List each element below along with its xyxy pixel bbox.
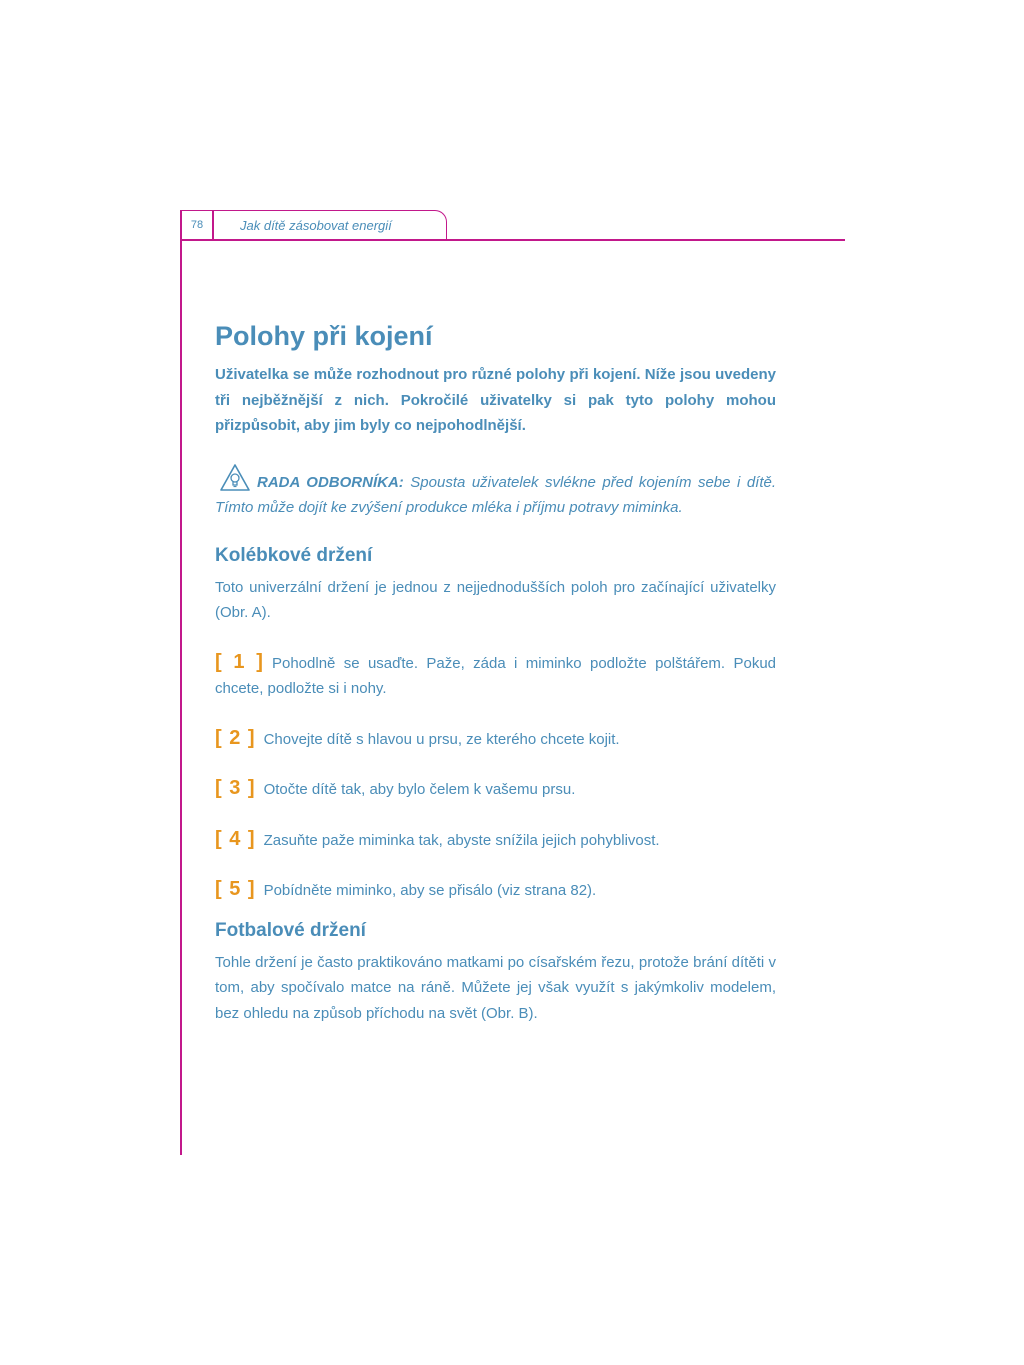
header-tab-divider xyxy=(212,211,214,239)
intro-paragraph: Uživatelka se může rozhodnout pro různé polohy při kojení. Níže jsou uvedeny tři nejběžnější z nich. Pokročilé uživatelky si pak tyto polohy mohou přizpůsobit, aby jim byly co nejpohodlnější. xyxy=(215,366,776,434)
section-heading-cradle: Kolébkové držení xyxy=(215,544,373,566)
section-heading-football: Fotbalové držení xyxy=(215,919,366,941)
step-item xyxy=(215,726,776,753)
step-item xyxy=(215,827,776,854)
page-content xyxy=(215,316,776,1026)
frame-header-rule xyxy=(180,239,845,241)
section-text-football: Tohle držení je často praktikováno matkami po císařském řezu, protože brání dítěti v tom, aby spočívalo matce na ráně. Můžete jej však využít s jakýmkoliv modelem, bez ohledu na způsob příchodu na svět (Obr. B). xyxy=(215,953,776,1022)
step-text: Otočte dítě tak, aby bylo čelem k vašemu prsu. xyxy=(263,781,576,798)
tip-label: RADA ODBORNÍKA: xyxy=(257,473,404,491)
frame-vertical-rule xyxy=(180,210,182,1155)
step-number: [ 4 ] xyxy=(215,827,256,850)
page-number: 78 xyxy=(190,219,204,231)
step-item xyxy=(215,650,776,702)
step-text: Chovejte dítě s hlavou u prsu, ze kterého chcete kojit. xyxy=(263,730,620,748)
running-title: Jak dítě zásobovat energií xyxy=(240,218,392,233)
step-item xyxy=(215,776,776,803)
lightbulb-warning-icon xyxy=(219,463,251,493)
step-number: [ 3 ] xyxy=(215,777,256,799)
page-title: Polohy při kojení xyxy=(215,321,433,351)
step-text: Zasuňte paže miminka tak, abyste snížila jejich pohyblivost. xyxy=(263,831,660,849)
section-text-cradle: Toto univerzální držení je jednou z nejjednodušších poloh pro začínající uživatelky (Obr. A). xyxy=(215,578,776,621)
step-number: [ 2 ] xyxy=(215,726,256,749)
step-text: Pobídněte miminko, aby se přisálo (viz strana 82). xyxy=(263,882,597,899)
step-item xyxy=(215,877,776,904)
expert-tip xyxy=(215,463,776,521)
step-number: [ 1 ] xyxy=(215,650,264,673)
steps-list xyxy=(215,650,776,904)
step-number: [ 5 ] xyxy=(215,878,256,900)
step-text: Pohodlně se usaďte. Paže, záda i miminko podložte polštářem. Pokud chcete, podložte si i nohy. xyxy=(215,654,777,697)
tip-text: Spousta uživatelek svlékne před kojením sebe i dítě. Tímto může dojít ke zvýšení produkce mléka i příjmu potravy miminka. xyxy=(215,473,777,516)
